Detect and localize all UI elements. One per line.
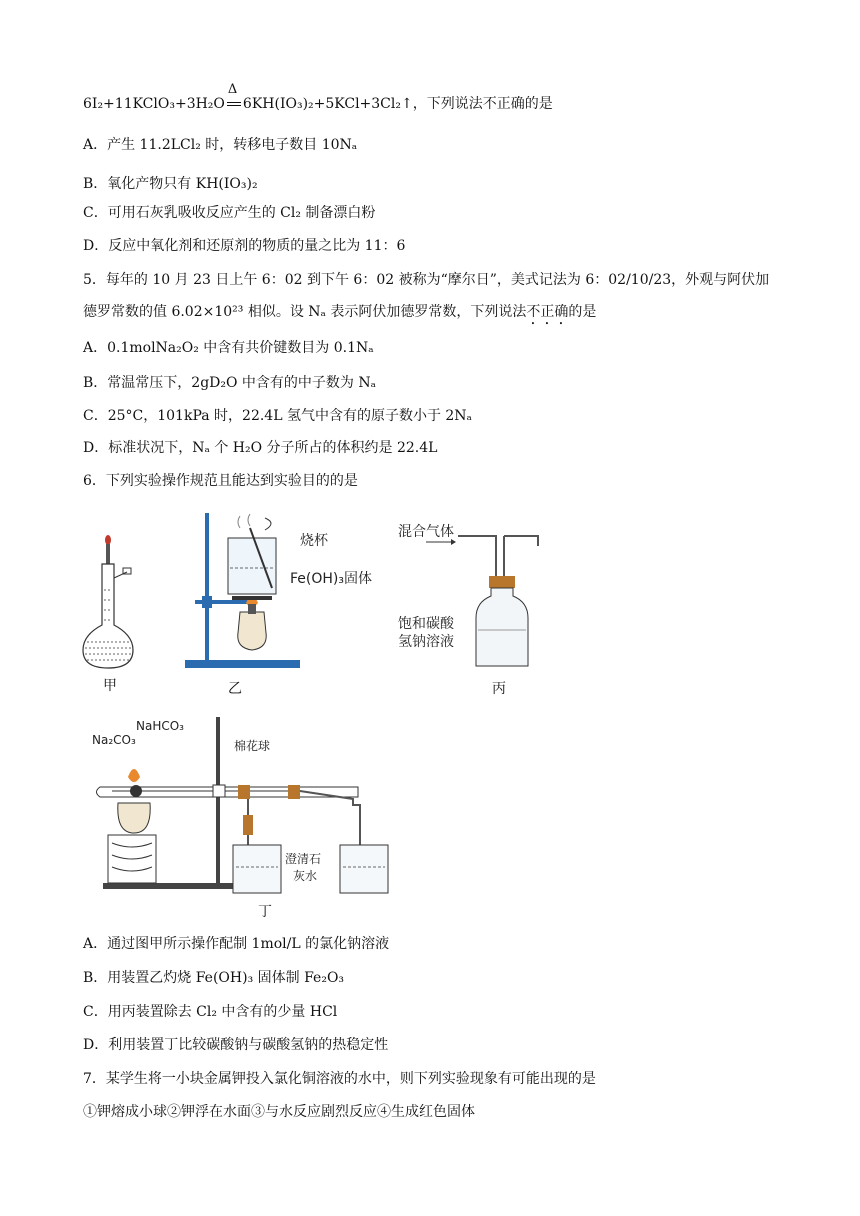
figure-jia-caption: 甲: [103, 678, 117, 694]
q5-option-c: C．25°C，101kPa 时，22.4L 氢气中含有的原子数小于 2Nₐ: [83, 408, 472, 424]
label-solution-line1: 饱和碳酸: [398, 616, 454, 632]
q4-reactants: 6I₂+11KClO₃+3H₂O: [83, 96, 225, 112]
label-limewater-line2: 灰水: [293, 869, 318, 883]
figure-ding-caption: 丁: [258, 904, 272, 920]
figure-bing-caption: 丙: [492, 681, 506, 697]
q7-items: ①钾熔成小球②钾浮在水面③与水反应剧烈反应④生成红色固体: [83, 1104, 475, 1120]
figure-jia: [75, 530, 155, 700]
q6-option-b: B．用装置乙灼烧 Fe(OH)₃ 固体制 Fe₂O₃: [83, 970, 345, 986]
beaker-heating-illustration: [180, 508, 310, 673]
figure-ding: [88, 715, 518, 920]
q4-option-d: D．反应中氧化剂和还原剂的物质的量之比为 11：6: [83, 238, 406, 254]
q4-option-a: A．产生 11.2LCl₂ 时，转移电子数目 10Nₐ: [83, 137, 358, 153]
figure-bing: [396, 518, 556, 703]
q4-products: 6KH(IO₃)₂+5KCl+3Cl₂↑: [242, 96, 413, 112]
label-limewater-line1: 澄清石: [285, 852, 322, 866]
q5-option-d: D．标准状况下，Nₐ 个 H₂O 分子所占的体积约是 22.4L: [83, 440, 438, 456]
q5-emphasis: 不正确: [526, 304, 569, 320]
q4-delta-arrow: [225, 82, 243, 114]
q5-option-a: A．0.1molNa₂O₂ 中含有共价键数目为 0.1Nₐ: [83, 340, 374, 356]
q6-option-c: C．用丙装置除去 Cl₂ 中含有的少量 HCl: [83, 1004, 338, 1020]
q6-stem: 6．下列实验操作规范且能达到实验目的的是: [83, 473, 358, 489]
label-solution-line2: 氢钠溶液: [398, 634, 454, 650]
q7-stem: 7．某学生将一小块金属钾投入氯化铜溶液的水中，则下列实验现象有可能出现的是: [83, 1071, 596, 1087]
q5-stem-line2: [83, 302, 596, 328]
label-beaker: 烧杯: [300, 533, 328, 549]
label-na2co3: Na₂CO₃: [92, 733, 136, 747]
q5-option-b: B．常温常压下，2gD₂O 中含有的中子数为 Nₐ: [83, 375, 377, 391]
q4-option-c: C．可用石灰乳吸收反应产生的 Cl₂ 制备漂白粉: [83, 205, 376, 221]
label-mixed-gas: 混合气体: [398, 524, 454, 540]
q5-stem-line1: 5．每年的 10 月 23 日上午 6：02 到下午 6：02 被称为“摩尔日”，美式记法为 6：02/10/23，外观与阿伏加: [83, 272, 770, 288]
q6-option-a: A．通过图甲所示操作配制 1mol/L 的氯化钠溶液: [83, 936, 390, 952]
volumetric-flask-illustration: [75, 530, 155, 670]
q4-option-b: B．氧化产物只有 KH(IO₃)₂: [83, 176, 258, 192]
label-nahco3: NaHCO₃: [136, 719, 184, 733]
figure-yi: [180, 508, 400, 703]
label-feoh3-solid: Fe(OH)₃固体: [290, 571, 372, 587]
label-cotton-ball: 棉花球: [234, 739, 271, 753]
q4-delta: Δ: [227, 82, 238, 97]
q5-stem-part-a: 德罗常数的值 6.02×10²³ 相似。设 Nₐ 表示阿伏加德罗常数，下列说法: [83, 304, 527, 320]
q5-stem-part-b: 的是: [568, 304, 597, 320]
figure-yi-caption: 乙: [228, 681, 242, 697]
q4-stem-suffix: ，下列说法不正确的是: [412, 96, 553, 112]
q6-option-d: D．利用装置丁比较碳酸钠与碳酸氢钠的热稳定性: [83, 1037, 389, 1053]
q4-equation-line: [83, 82, 553, 114]
